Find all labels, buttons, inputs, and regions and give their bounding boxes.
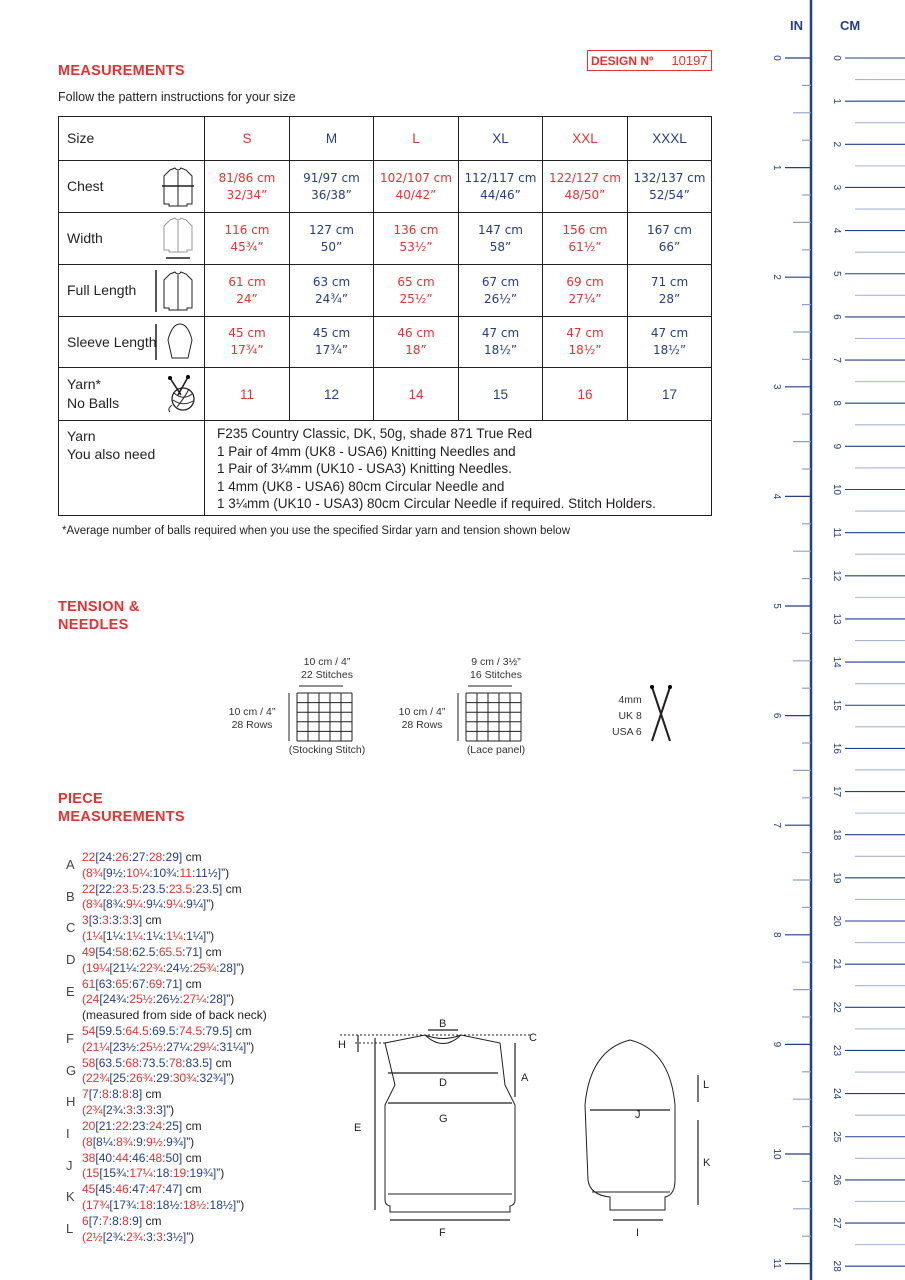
swatch-grid: [454, 683, 526, 745]
ruler-cm-label: 15: [831, 699, 842, 711]
cell-value: 132/137 cm 52/54”: [628, 161, 712, 213]
material-line: 1 Pair of 4mm (UK8 - USA6) Knitting Needles and: [217, 443, 516, 459]
piece-measurements-list: [66, 850, 267, 1246]
cell-value: 47 cm 18½”: [628, 317, 712, 368]
ruler-cm-label: 5: [831, 270, 842, 277]
measuring-ruler: [760, 0, 905, 1280]
piece-row-h: H 7[7:8:8:8:8] cm (2¾[2¾:3:3:3:3]”): [66, 1087, 175, 1117]
label-i: I: [636, 1227, 640, 1239]
intro-text: Follow the pattern instructions for your size: [58, 90, 296, 104]
label-g: G: [439, 1113, 448, 1125]
ruler-in-label: 2: [771, 274, 782, 280]
ruler-cm-label: 22: [831, 1001, 842, 1013]
piece-row-e: E 61[63:65:67:69:71] cm (24[24¾:25½:26½:27¼:28]”) (measured from side of back neck): [66, 976, 267, 1022]
piece-row-d: D 49[54:58:62.5:65.5:71] cm (19¼[21¼:22¾:24½:25¾:28]”): [66, 945, 245, 975]
yarn-ball-icon: [164, 375, 198, 413]
piece-row-b: B 22[22:23.5:23.5:23.5:23.5] cm (8¾[8¾:9¼:9¼:9¼:9¼]”): [66, 881, 242, 912]
label-b: B: [439, 1018, 447, 1030]
measurements-title: MEASUREMENTS: [58, 63, 185, 79]
label-j: J: [635, 1109, 641, 1121]
cell-value: 136 cm 53½”: [374, 213, 459, 265]
ruler-cm-label: 11: [831, 527, 842, 538]
row-chest: Chest 81/86 cm 32/34” 91/97 cm 36/38” 102/107 cm 40/42” 112/117 cm 44/46” 122/127 cm 48/50” 132/137 cm 52/54”: [59, 161, 712, 213]
label-d: D: [439, 1077, 447, 1089]
size-s: S: [205, 117, 290, 161]
cell-value: 46 cm 18”: [374, 317, 459, 368]
ruler-cm-label: 8: [831, 400, 842, 406]
size-xl: XL: [459, 117, 543, 161]
tension-title: TENSION & NEEDLES: [58, 599, 140, 633]
ruler-cm-label: 6: [831, 314, 842, 320]
balls-count: 11: [205, 368, 290, 421]
cell-value: 47 cm 18½”: [543, 317, 628, 368]
cell-value: 45 cm 17¾”: [205, 317, 290, 368]
row-full-length: Full Length 61 cm 24” 63 cm 24¾” 65 cm 25½” 67 cm 26½” 69 cm 27¼” 71 cm 28”: [59, 265, 712, 317]
size-xxl: XXL: [543, 117, 628, 161]
size-label: Size: [59, 117, 205, 161]
footnote: *Average number of balls required when you use the specified Sirdar yarn and tension shown below: [62, 525, 571, 537]
ruler-cm-label: 9: [831, 443, 842, 450]
ruler-in-label: 8: [771, 932, 782, 938]
piece-row-k: K 45[45:46:47:47:47] cm (17¾[17¾:18:18½:18½:18½]”): [66, 1182, 245, 1213]
label-c: C: [529, 1032, 537, 1044]
piece-row-l: L 6[7:7:8:8:9] cm (2½[2¾:2¾:3:3:3½]”): [66, 1214, 195, 1244]
ruler-in-label: 1: [771, 164, 782, 171]
ruler-in-label: 0: [771, 55, 782, 61]
ruler-cm-label: 18: [831, 829, 842, 841]
piece-row-c: C 3[3:3:3:3:3] cm (1¼[1¼:1¼:1¼:1¼:1¼]”): [66, 913, 215, 943]
balls-count: 15: [459, 368, 543, 421]
row-width: Width 116 cm 45¾” 127 cm 50” 136 cm 53½” 147 cm 58” 156 cm 61½” 167 cm 66”: [59, 213, 712, 265]
cell-value: 45 cm 17¾”: [290, 317, 374, 368]
ruler-cm-label: 0: [831, 55, 842, 61]
ruler-cm-label: 23: [831, 1044, 842, 1057]
cell-value: 116 cm 45¾”: [205, 213, 290, 265]
label-e: E: [354, 1122, 362, 1134]
label-l: L: [703, 1079, 710, 1091]
cell-value: 147 cm 58”: [459, 213, 543, 265]
swatch-grid: [285, 683, 357, 745]
material-line: 1 4mm (UK8 - USA6) 80cm Circular Needle and: [217, 478, 505, 494]
piece-row-f: F 54[59.5:64.5:69.5:74.5:79.5] cm (21¼[23½:25½:27¼:29¼:31¼]”): [66, 1024, 255, 1054]
cell-value: 65 cm 25½”: [374, 265, 459, 317]
size-xxxl: XXXL: [628, 117, 712, 161]
size-l: L: [374, 117, 459, 161]
label-k: K: [703, 1157, 711, 1169]
ruler-cm-label: 14: [831, 656, 842, 668]
ruler-in-label: 11: [771, 1258, 782, 1269]
garment-schematic: [330, 1010, 730, 1240]
ruler-cm-label: 28: [831, 1260, 842, 1272]
ruler-cm-label: 16: [831, 742, 842, 754]
row-sleeve-length: Sleeve Length 45 cm 17¾” 45 cm 17¾” 46 cm 18” 47 cm 18½” 47 cm 18½” 47 cm 18½”: [59, 317, 712, 368]
cell-value: 167 cm 66”: [628, 213, 712, 265]
ruler-in-label: 7: [771, 822, 782, 828]
ruler-cm-label: 26: [831, 1174, 842, 1186]
ruler-in-label: 6: [771, 712, 782, 719]
balls-count: 17: [628, 368, 712, 421]
ruler-cm-label: 7: [831, 357, 842, 363]
ruler-cm-label: 27: [831, 1217, 842, 1229]
ruler-cm-title: CM: [840, 18, 861, 33]
cell-value: 67 cm 26½”: [459, 265, 543, 317]
cell-value: 47 cm 18½”: [459, 317, 543, 368]
material-line: 1 3¼mm (UK10 - USA3) 80cm Circular Needle if required. Stitch Holders.: [217, 496, 656, 511]
knitting-needles-icon: [648, 684, 674, 744]
materials-list: [205, 421, 712, 516]
piece-measurements-title: PIECE MEASUREMENTS: [58, 791, 185, 825]
cell-value: 91/97 cm 36/38”: [290, 161, 374, 213]
label-f: F: [439, 1227, 446, 1239]
ruler-cm-label: 17: [831, 785, 842, 798]
size-m: M: [290, 117, 374, 161]
yarn-label: Yarn* No Balls: [59, 368, 205, 421]
design-number: DESIGN Nº 10197: [587, 50, 712, 71]
ruler-cm-label: 13: [831, 613, 842, 625]
ruler-cm-label: 21: [831, 958, 842, 970]
balls-count: 14: [374, 368, 459, 421]
cell-value: 122/127 cm 48/50”: [543, 161, 628, 213]
cell-value: 63 cm 24¾”: [290, 265, 374, 317]
ruler-in-label: 4: [771, 493, 782, 500]
piece-row-j: J 38[40:44:46:48:50] cm (15[15¾:17¼:18:19:19¾]”): [66, 1150, 225, 1181]
label-h: H: [338, 1039, 346, 1051]
piece-row-g: G 58[63.5:68:73.5:78:83.5] cm (22¾[25:26¾:29:30¾:32¾]”): [66, 1055, 235, 1086]
cell-value: 102/107 cm 40/42”: [374, 161, 459, 213]
ruler-cm-label: 1: [831, 98, 842, 104]
material-line: 1 Pair of 3¼mm (UK10 - USA3) Knitting Needles.: [217, 461, 512, 476]
ruler-in-label: 5: [771, 603, 782, 609]
cell-value: 69 cm 27¼”: [543, 265, 628, 317]
ruler-in-label: 9: [771, 1041, 782, 1048]
ruler-cm-label: 25: [831, 1131, 842, 1143]
balls-count: 16: [543, 368, 628, 421]
cell-value: 156 cm 61½”: [543, 213, 628, 265]
balls-count: 12: [290, 368, 374, 421]
ruler-cm-label: 4: [831, 227, 842, 234]
ruler-in-label: 3: [771, 384, 782, 390]
cell-value: 127 cm 50”: [290, 213, 374, 265]
material-line: F235 Country Classic, DK, 50g, shade 871 True Red: [217, 426, 533, 441]
cell-value: 61 cm 24”: [205, 265, 290, 317]
cell-value: 81/86 cm 32/34”: [205, 161, 290, 213]
ruler-cm-label: 2: [831, 141, 842, 148]
piece-row-i: I 20[21:22:23:24:25] cm (8[8¼:8¾:9:9½:9¾]”): [66, 1119, 202, 1149]
ruler-cm-label: 10: [831, 483, 842, 496]
ruler-cm-label: 20: [831, 915, 842, 927]
ruler-cm-label: 24: [831, 1088, 842, 1100]
measurements-table: Size S M L XL XXL XXXL Chest 81/86 cm 32/34” 91/97 cm 36/38” 102/107 cm 40/42” 112/117 cm 44/46” 122/127 cm 48/50” 132/137 cm 52/54” Width 116 cm 45¾” 127 cm 50” 136 cm 53½” 147 cm 58” 156 cm 61½” 167 cm 66” Full Length 61 cm 24” 63 cm 24¾” 65 cm 25½” 67 cm 26½” 69 cm 27¼” 71 cm 28” Sleeve Length 45 cm 17¾” 45 cm 17¾” 46 cm 18” 47 cm 18½” 47 cm 18½” 47 cm 18½” Yarn* No Balls 11 12 14 15 16 17 Yarn You also need F235 Country Classic, DK, 50g, shade 871 True Red 1 Pair of 4mm (UK8 - USA6) Knitting Needles and 1 Pair of 3¼mm (UK10 - USA3) Knitting Needles. 1 4mm (UK8 - USA6) 80cm Circular Needle and 1 3¼mm (UK10 - USA3) 80cm Circular Needle if required. Stitch Holders.: [58, 116, 712, 516]
ruler-cm-label: 19: [831, 872, 842, 884]
piece-row-a: A 22[24:26:27:28:29] cm (8¾[9½:10¼:10¾:11:11½]”): [66, 850, 230, 880]
ruler-in-label: 10: [771, 1148, 782, 1160]
cell-value: 112/117 cm 44/46”: [459, 161, 543, 213]
label-a: A: [521, 1072, 529, 1084]
ruler-cm-label: 3: [831, 184, 842, 191]
ruler-cm-label: 12: [831, 570, 842, 582]
ruler-in-title: IN: [790, 18, 803, 33]
cell-value: 71 cm 28”: [628, 265, 712, 317]
